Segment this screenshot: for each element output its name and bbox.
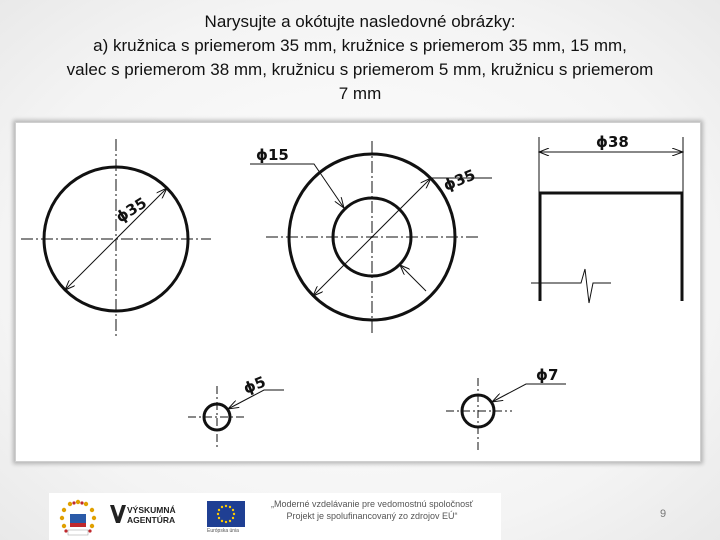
title-line-3: valec s priemerom 38 mm, kružnicu s priemerom 5 mm, kružnicu s priemerom	[66, 60, 654, 79]
leader-line	[492, 384, 566, 402]
page-number: 9	[660, 508, 667, 520]
circle-5	[188, 373, 284, 449]
agency-name-line1: VÝSKUMNÁ	[127, 505, 176, 515]
inner-dimension-tail	[400, 265, 426, 291]
footer-quote	[271, 498, 473, 522]
dim-label-5: ϕ5	[240, 372, 269, 398]
dim-label-outer-35: ϕ35	[440, 165, 478, 195]
footer-logo-bar	[49, 493, 501, 540]
title-line-2: a) kružnica s priemerom 35 mm, kružnice s priemerom 35 mm, 15 mm,	[93, 36, 627, 55]
title-line-1: Narysujte a okótujte nasledovné obrázky:	[204, 12, 516, 31]
title-line-4: 7 mm	[338, 84, 382, 103]
dim-label-38: ϕ38	[596, 133, 629, 151]
circle-35	[21, 139, 211, 339]
ring-35-15	[250, 141, 492, 335]
research-agency-logo-icon	[109, 503, 129, 525]
university-wreath-logo	[55, 497, 101, 537]
technical-drawing-frame	[15, 122, 701, 462]
eu-caption: Európska únia	[207, 528, 239, 534]
footer-quote-line2: Projekt je spolufinancovaný zo zdrojov EÚ“	[286, 511, 458, 521]
break-line	[531, 269, 611, 303]
circle-7	[446, 366, 566, 453]
eu-flag-icon	[207, 501, 245, 527]
slide-title	[30, 10, 690, 106]
agency-name-line2: AGENTÚRA	[127, 515, 176, 525]
eu-stars-icon	[207, 501, 245, 527]
technical-drawing	[16, 123, 700, 461]
footer-quote-line1: „Moderné vzdelávanie pre vedomostnú spoločnosť	[271, 499, 473, 509]
agency-name	[127, 505, 176, 525]
dim-label-35: ϕ35	[112, 193, 150, 227]
dim-label-inner-15: ϕ15	[256, 146, 289, 164]
dim-label-7: ϕ7	[536, 366, 559, 384]
cylinder-38	[531, 133, 683, 303]
